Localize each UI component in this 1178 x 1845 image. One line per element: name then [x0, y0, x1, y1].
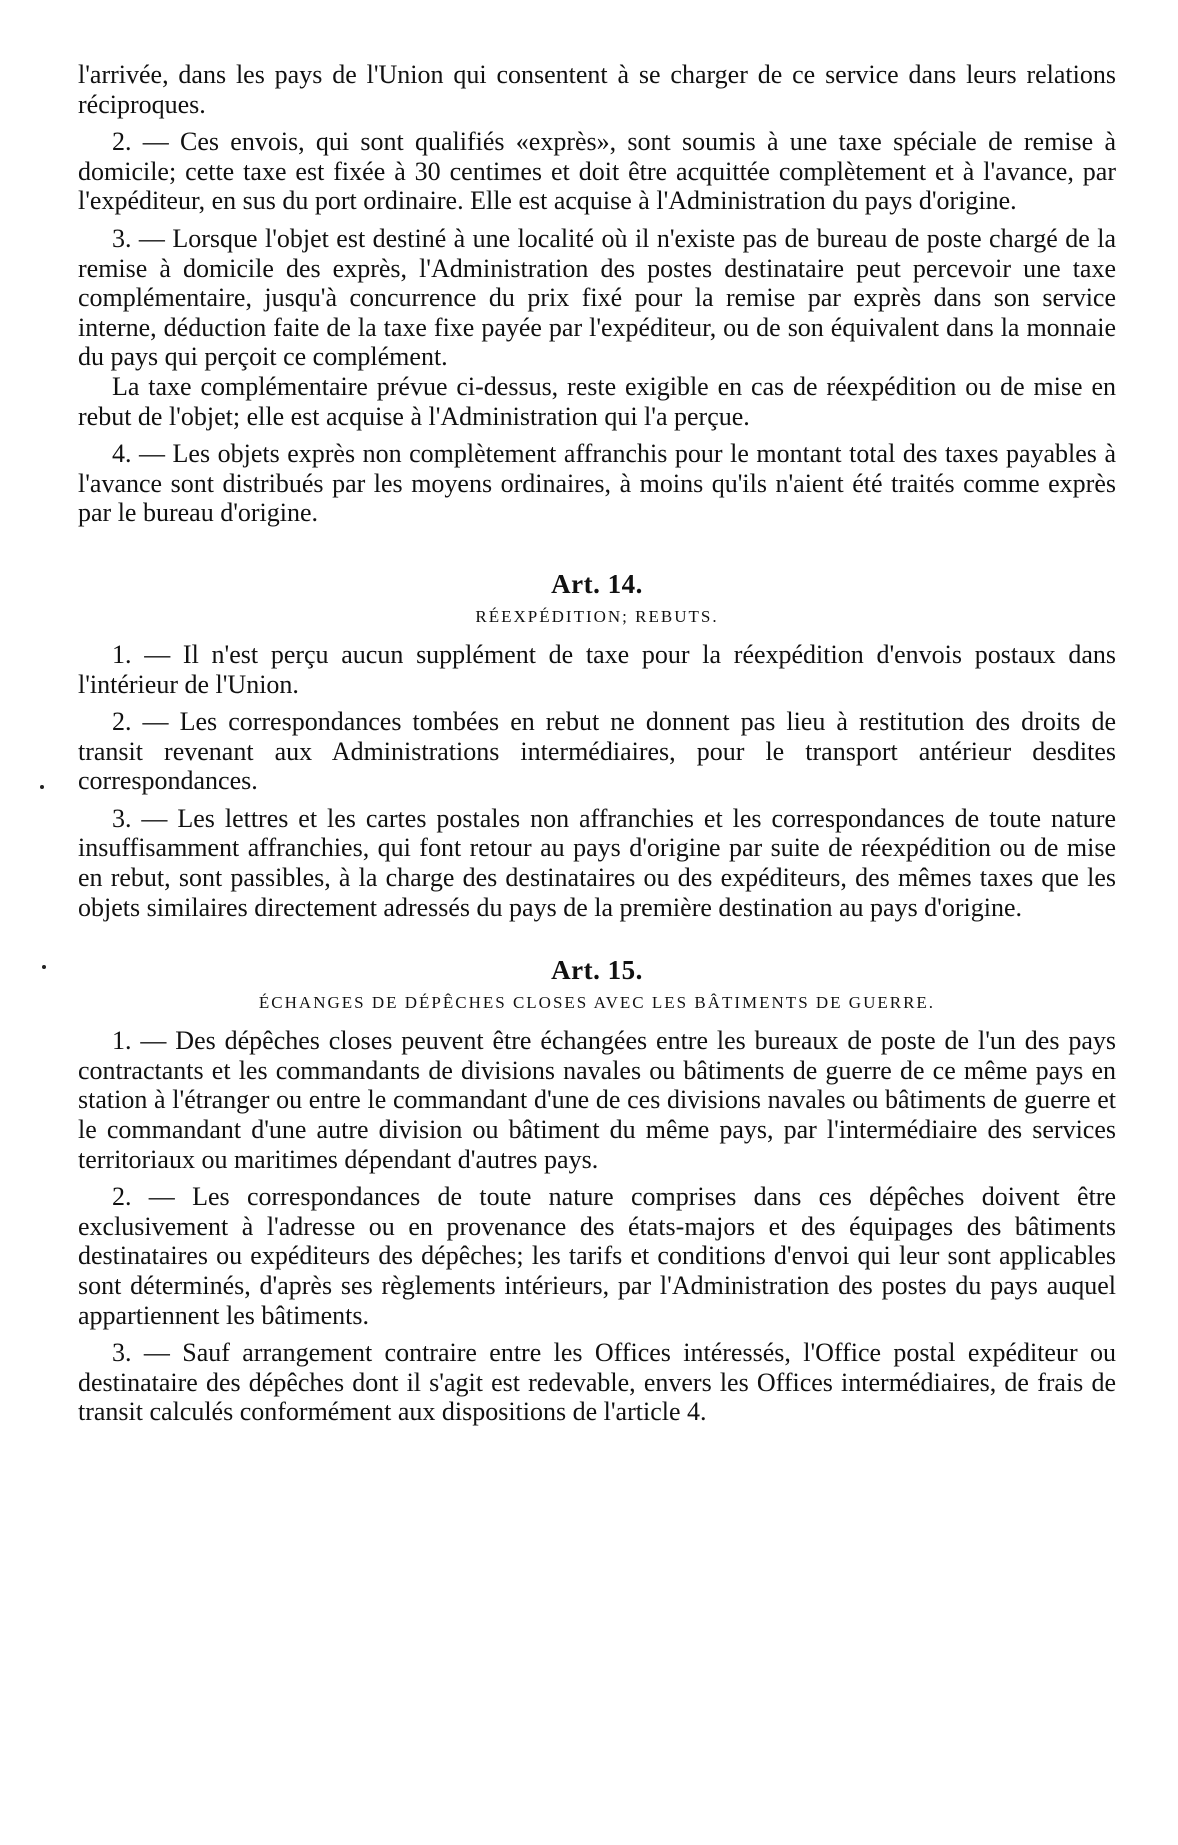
paragraph-continuation: l'arrivée, dans les pays de l'Union qui consentent à se charger de ce service dans leurs relations réciproques.: [78, 60, 1116, 119]
paragraph-13-3: 3. — Lorsque l'objet est destiné à une localité où il n'existe pas de bureau de poste chargé de la remise à domicile des exprès, l'Administration des postes destinataire peut percevoir une taxe complémentaire, jusqu'à concurrence du prix fixé pour la remise par exprès dans son service interne, déduction faite de la taxe fixe payée par l'expéditeur, ou de son équivalent dans la monnaie du pays qui perçoit ce complément.: [78, 223, 1116, 372]
article-14: [78, 568, 1116, 922]
print-speck: [40, 785, 44, 789]
paragraph-15-2: 2. — Les correspondances de toute nature comprises dans ces dépêches doivent être exclusivement à l'adresse ou en provenance des états-majors et des équipages des bâtiments destinataires ou expéditeurs des dépêches; les tarifs et conditions d'envoi qui leur sont applicables sont déterminés, d'après ses règlements intérieurs, par l'Administration des postes du pays auquel appartiennent les bâtiments.: [78, 1182, 1116, 1330]
paragraph-14-3: 3. — Les lettres et les cartes postales non affranchies et les correspondances de toute nature insuffisamment affranchies, qui font retour au pays d'origine par suite de réexpédition ou de mise en rebut, sont passibles, à la charge des destinataires ou des expéditeurs, des mêmes taxes que les objets similaires directement adressés du pays de la première destination au pays d'origine.: [78, 803, 1116, 922]
paragraph-13-3-continued: La taxe complémentaire prévue ci-dessus, reste exigible en cas de réexpédition ou de mise en rebut de l'objet; elle est acquise à l'Administration qui l'a perçue.: [78, 371, 1116, 431]
paragraph-14-1: 1. — Il n'est perçu aucun supplément de taxe pour la réexpédition d'envois postaux dans l'intérieur de l'Union.: [78, 639, 1116, 699]
article-15: [78, 954, 1116, 1427]
paragraph-15-1: 1. — Des dépêches closes peuvent être échangées entre les bureaux de poste de l'un des pays contractants et les commandants de divisions navales ou bâtiments de guerre de ce même pays en station à l'étranger ou entre le commandant d'une de ces divisions navales ou bâtiments de guerre et le commandant d'une autre division ou bâtiment du même pays, par l'intermédiaire des services territoriaux ou maritimes dépendant d'autres pays.: [78, 1026, 1116, 1174]
paragraph-13-4: 4. — Les objets exprès non complètement affranchis pour le montant total des taxes payables à l'avance sont distribués par les moyens ordinaires, à moins qu'ils n'aient été traités comme exprès par le bureau d'origine.: [78, 439, 1116, 528]
article-14-title: Art. 14.: [551, 568, 643, 599]
paragraph-15-3: 3. — Sauf arrangement contraire entre les Offices intéressés, l'Office postal expéditeur ou destinataire des dépêches dont il s'agit est redevable, envers les Offices intermédiaires, de frais de transit calculés conformément aux dispositions de l'article 4.: [78, 1338, 1116, 1427]
article-15-subtitle: ÉCHANGES DE DÉPÊCHES CLOSES AVEC LES BÂTIMENTS DE GUERRE.: [258, 993, 936, 1013]
document-page: [78, 60, 1116, 1427]
article-13-continuation: [78, 60, 1116, 528]
paragraph-13-2: 2. — Ces envois, qui sont qualifiés «exprès», sont soumis à une taxe spéciale de remise à domicile; cette taxe est fixée à 30 centimes et doit être acquittée complètement et à l'avance, par l'expéditeur, en sus du port ordinaire. Elle est acquise à l'Administration du pays d'origine.: [78, 127, 1116, 216]
print-speck: [42, 965, 46, 969]
article-14-subtitle: RÉEXPÉDITION; REBUTS.: [475, 606, 719, 626]
article-15-title: Art. 15.: [551, 955, 643, 986]
paragraph-14-2: 2. — Les correspondances tombées en rebut ne donnent pas lieu à restitution des droits de transit revenant aux Administrations intermédiaires, pour le transport antérieur desdites correspondances.: [78, 707, 1116, 796]
